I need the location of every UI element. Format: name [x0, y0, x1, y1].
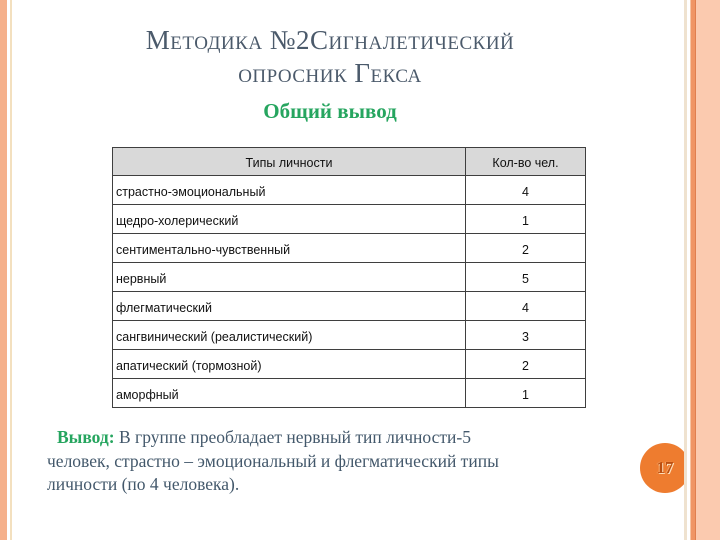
right-accent-band	[684, 0, 720, 540]
personality-type-cell: страстно-эмоциональный	[113, 176, 466, 205]
table-row	[113, 176, 586, 205]
slide-subtitle: Общий вывод	[263, 99, 397, 123]
slide-title-line2: опросник Гекса	[238, 58, 422, 88]
personality-type-cell: нервный	[113, 263, 466, 292]
table-row	[113, 234, 586, 263]
count-cell: 4	[466, 176, 586, 205]
table-row	[113, 321, 586, 350]
table-row	[113, 263, 586, 292]
count-cell: 5	[466, 263, 586, 292]
slide-title-line1: Методика №2Сигналетический	[145, 25, 515, 55]
table-row	[113, 379, 586, 408]
personality-type-cell: флегматический	[113, 292, 466, 321]
count-cell: 1	[466, 205, 586, 234]
column-header-types: Типы личности	[113, 148, 466, 176]
personality-type-cell: сентиментально-чувственный	[113, 234, 466, 263]
title-block	[20, 24, 640, 124]
table-header-row	[113, 148, 586, 176]
table-row	[113, 350, 586, 379]
table-row	[113, 292, 586, 321]
conclusion-line1	[47, 426, 622, 450]
conclusion-label: Вывод:	[57, 427, 115, 447]
conclusion-line2: человек, страстно – эмоциональный и флегматический типы	[47, 450, 499, 471]
table-row	[113, 205, 586, 234]
count-cell: 2	[466, 234, 586, 263]
conclusion-line3: личности (по 4 человека).	[47, 474, 240, 494]
conclusion-line1-text: В группе преобладает нервный тип личности-5	[114, 427, 471, 447]
count-cell: 3	[466, 321, 586, 350]
personality-type-cell: сангвинический (реалистический)	[113, 321, 466, 350]
page-number-badge	[640, 443, 690, 493]
left-accent-band	[0, 0, 14, 540]
conclusion-block	[47, 426, 622, 497]
column-header-count: Кол-во чел.	[466, 148, 586, 176]
page-number: 17	[656, 458, 674, 477]
count-cell: 1	[466, 379, 586, 408]
personality-types-table	[112, 147, 586, 408]
count-cell: 2	[466, 350, 586, 379]
personality-type-cell: апатический (тормозной)	[113, 350, 466, 379]
personality-type-cell: щедро-холерический	[113, 205, 466, 234]
personality-type-cell: аморфный	[113, 379, 466, 408]
count-cell: 4	[466, 292, 586, 321]
